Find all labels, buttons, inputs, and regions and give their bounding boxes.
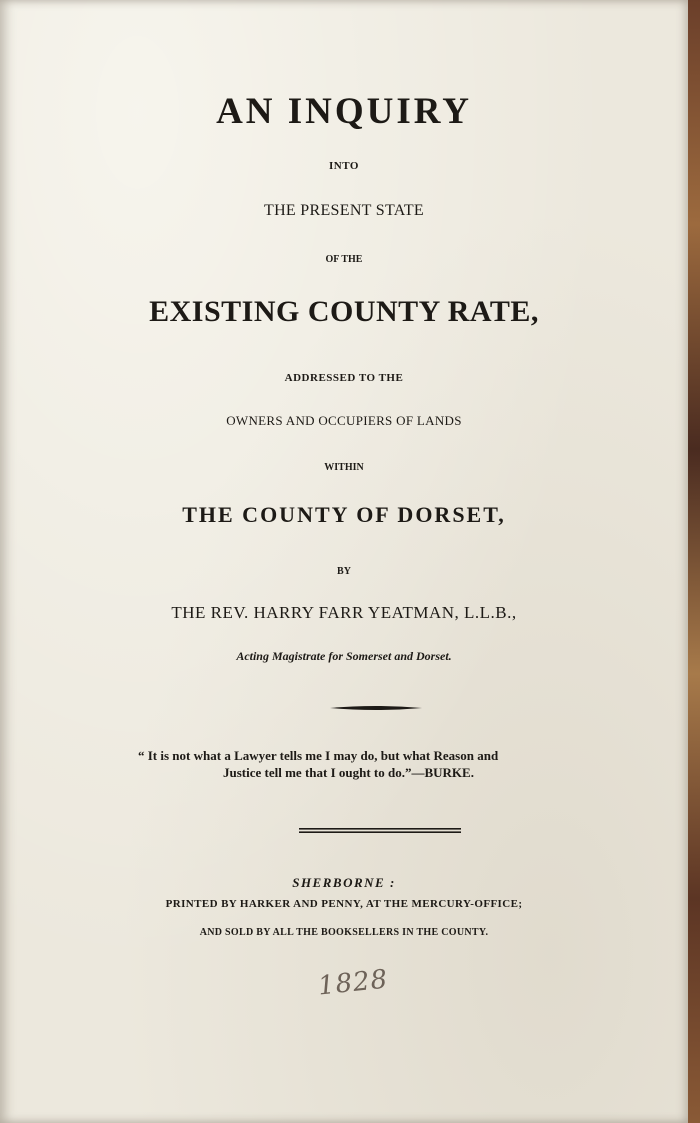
county-heading: THE COUNTY OF DORSET,	[182, 502, 506, 527]
double-rule-icon	[299, 828, 461, 834]
handwritten-year: 1828	[316, 964, 390, 1002]
book-edge	[688, 0, 700, 1123]
imprint-printer: PRINTED BY HARKER AND PENNY, AT THE MERCURY-OFFICE;	[165, 898, 523, 910]
addressed-to-label: ADDRESSED TO THE	[284, 372, 404, 384]
subject-heading: EXISTING COUNTY RATE,	[149, 295, 539, 328]
ornament-rule-icon	[330, 705, 422, 711]
owners-line: OWNERS AND OCCUPIERS OF LANDS	[226, 413, 462, 428]
epigraph-line-1: “ It is not what a Lawyer tells me I may do, but what Reason and	[138, 748, 499, 763]
epigraph	[138, 747, 608, 781]
author-name: THE REV. HARRY FARR YEATMAN, L.L.B.,	[171, 603, 517, 622]
into-label: INTO	[329, 160, 359, 172]
of-the-label: OF THE	[325, 254, 363, 265]
by-label: BY	[337, 566, 351, 577]
author-role: Acting Magistrate for Somerset and Dorset.	[236, 649, 452, 663]
epigraph-line-2: Justice tell me that I ought to do.”—BURKE.	[223, 765, 474, 780]
imprint-place: SHERBORNE :	[292, 875, 396, 890]
within-label: WITHIN	[324, 462, 364, 473]
present-state-line: THE PRESENT STATE	[264, 202, 424, 219]
imprint-sold-by: AND SOLD BY ALL THE BOOKSELLERS IN THE COUNTY.	[199, 927, 489, 938]
book-title: AN INQUIRY	[216, 91, 472, 132]
